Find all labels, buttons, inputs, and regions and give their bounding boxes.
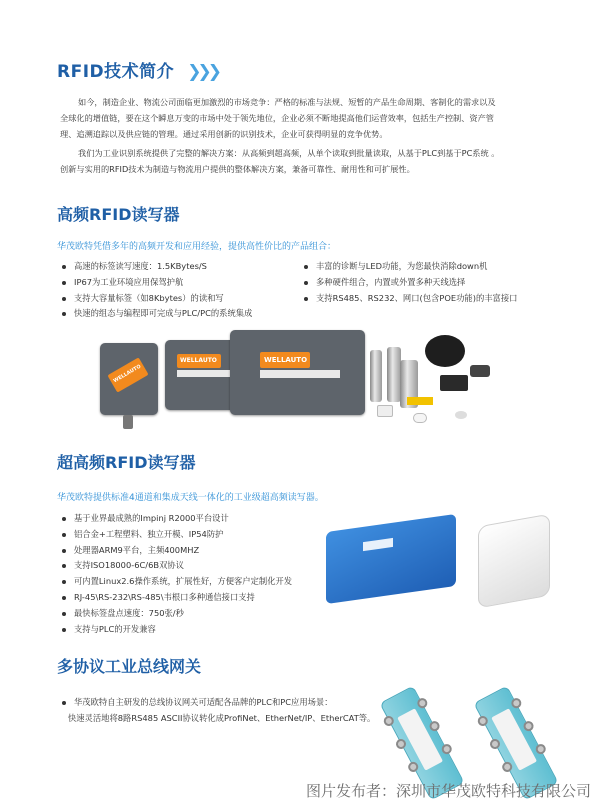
hf-reader-small xyxy=(100,343,158,415)
gateway-title: 多协议工业总线网关 xyxy=(57,657,202,676)
tag-disc xyxy=(455,411,467,419)
gateway-line2: 快速灵活地将8路RS485 ASCII协议转化成ProfiNet、EtherNet/IP、EtherCAT等。 xyxy=(68,712,376,723)
hf-brand-label: WELLAUTO xyxy=(180,357,217,364)
intro-p1-line: 理、追溯追踪以及供应链的管理。通过采用创新的识别技术，企业可获得明显的竞争优势。 xyxy=(60,129,388,139)
list-item: 处理器ARM9平台，主频400MHZ xyxy=(60,543,292,559)
hf-product-image xyxy=(95,325,515,435)
footer-credit: 图片发布者：深圳市华茂欧特科技有限公司 xyxy=(306,782,592,800)
list-item: 铝合金+工程塑料、独立开模、IP54防护 xyxy=(60,527,292,543)
gateway-product-image xyxy=(395,660,575,770)
list-item: RJ-45\RS-232\RS-485\韦根口多种通信接口支持 xyxy=(60,590,292,606)
list-item: 支持与PLC的开发兼容 xyxy=(60,622,292,638)
cable-icon xyxy=(470,365,490,377)
uhf-product-image xyxy=(318,505,558,615)
hf-title: 高频RFID读写器 xyxy=(57,205,180,224)
intro-header xyxy=(57,57,218,82)
list-item: 多种硬件组合，内置或外置多种天线选择 xyxy=(302,275,517,291)
gateway-line1: 华茂欧特自主研发的总线协议网关可适配各品牌的PLC和PC应用场景： xyxy=(74,697,333,707)
intro-p1-line: 全球化的增值链，要在这个瞬息万变的市场中处于领先地位，企业必须不断地提高他们运营效率，包括生产控制、资产管 xyxy=(60,113,494,123)
list-item: 丰富的诊断与LED功能，为您最快消除down机 xyxy=(302,259,517,275)
uhf-integrated-antenna xyxy=(478,514,550,609)
tag-white xyxy=(413,413,427,423)
list-item xyxy=(60,695,375,711)
uhf-reader-4ch xyxy=(326,514,456,604)
intro-paragraph-1 xyxy=(60,94,560,142)
intro-p2-line: 我们为工业识别系统提供了完整的解决方案：从高频到超高频，从单个读取到批量读取，从基于PLC到基于PC系统 。 xyxy=(78,148,500,158)
uhf-subtitle: 华茂欧特提供标准4通道和集成天线一体化的工业级超高频读写器。 xyxy=(57,493,324,503)
tag-yellow xyxy=(407,397,433,405)
gateway-desc xyxy=(60,695,375,727)
intro-p1-line: 如今，制造企业、物流公司面临更加激烈的市场竞争：严格的标准与法规、短暂的产品生命周期、客制化的需求以及 xyxy=(78,97,496,107)
list-item: 支持ISO18000-6C/6B双协议 xyxy=(60,558,292,574)
list-item: 支持大容量标签（如8Kbytes）的读和写 xyxy=(60,291,252,307)
uhf-title: 超高频RFID读写器 xyxy=(57,453,196,472)
hf-brand-label: WELLAUTO xyxy=(264,356,308,364)
hf-reader-large xyxy=(230,330,365,415)
list-item: 快速的组态与编程即可完成与PLC/PC的系统集成 xyxy=(60,306,252,322)
tag-block xyxy=(440,375,468,391)
intro-paragraph-2 xyxy=(60,145,560,177)
hf-right-list xyxy=(302,259,517,306)
hf-subtitle: 华茂欧特凭借多年的高频开发和应用经验，提供高性价比的产品组合： xyxy=(57,242,337,252)
sensor-antenna xyxy=(387,347,401,402)
list-item: 可内置Linux2.6操作系统，扩展性好，方便客户定制化开发 xyxy=(60,574,292,590)
intro-title: RFID技术简介 xyxy=(57,62,175,82)
tag-white xyxy=(377,405,393,417)
list-item: 基于业界最成熟的Impinj R2000平台设计 xyxy=(60,511,292,527)
chevron-right-icon: ❯❯❯ xyxy=(187,62,218,82)
uhf-list xyxy=(60,511,292,637)
sensor-antenna xyxy=(370,350,382,402)
connector-icon xyxy=(123,415,133,429)
list-item: 最快标签盘点速度：750张/秒 xyxy=(60,606,292,622)
coil-antenna xyxy=(425,335,465,367)
list-item: 支持RS485、RS232、网口(包含POE功能)的丰富接口 xyxy=(302,291,517,307)
list-item: 高速的标签读写速度：1.5KBytes/S xyxy=(60,259,252,275)
hf-brand-label: WELLAUTO xyxy=(112,363,143,385)
list-item: IP67为工业环境应用保驾护航 xyxy=(60,275,252,291)
hf-left-list xyxy=(60,259,252,322)
intro-p2-line: 创新与实用的RFID技术为制造与物流用户提供的整体解决方案，兼备可靠性、耐用性和可扩展性。 xyxy=(60,164,415,174)
